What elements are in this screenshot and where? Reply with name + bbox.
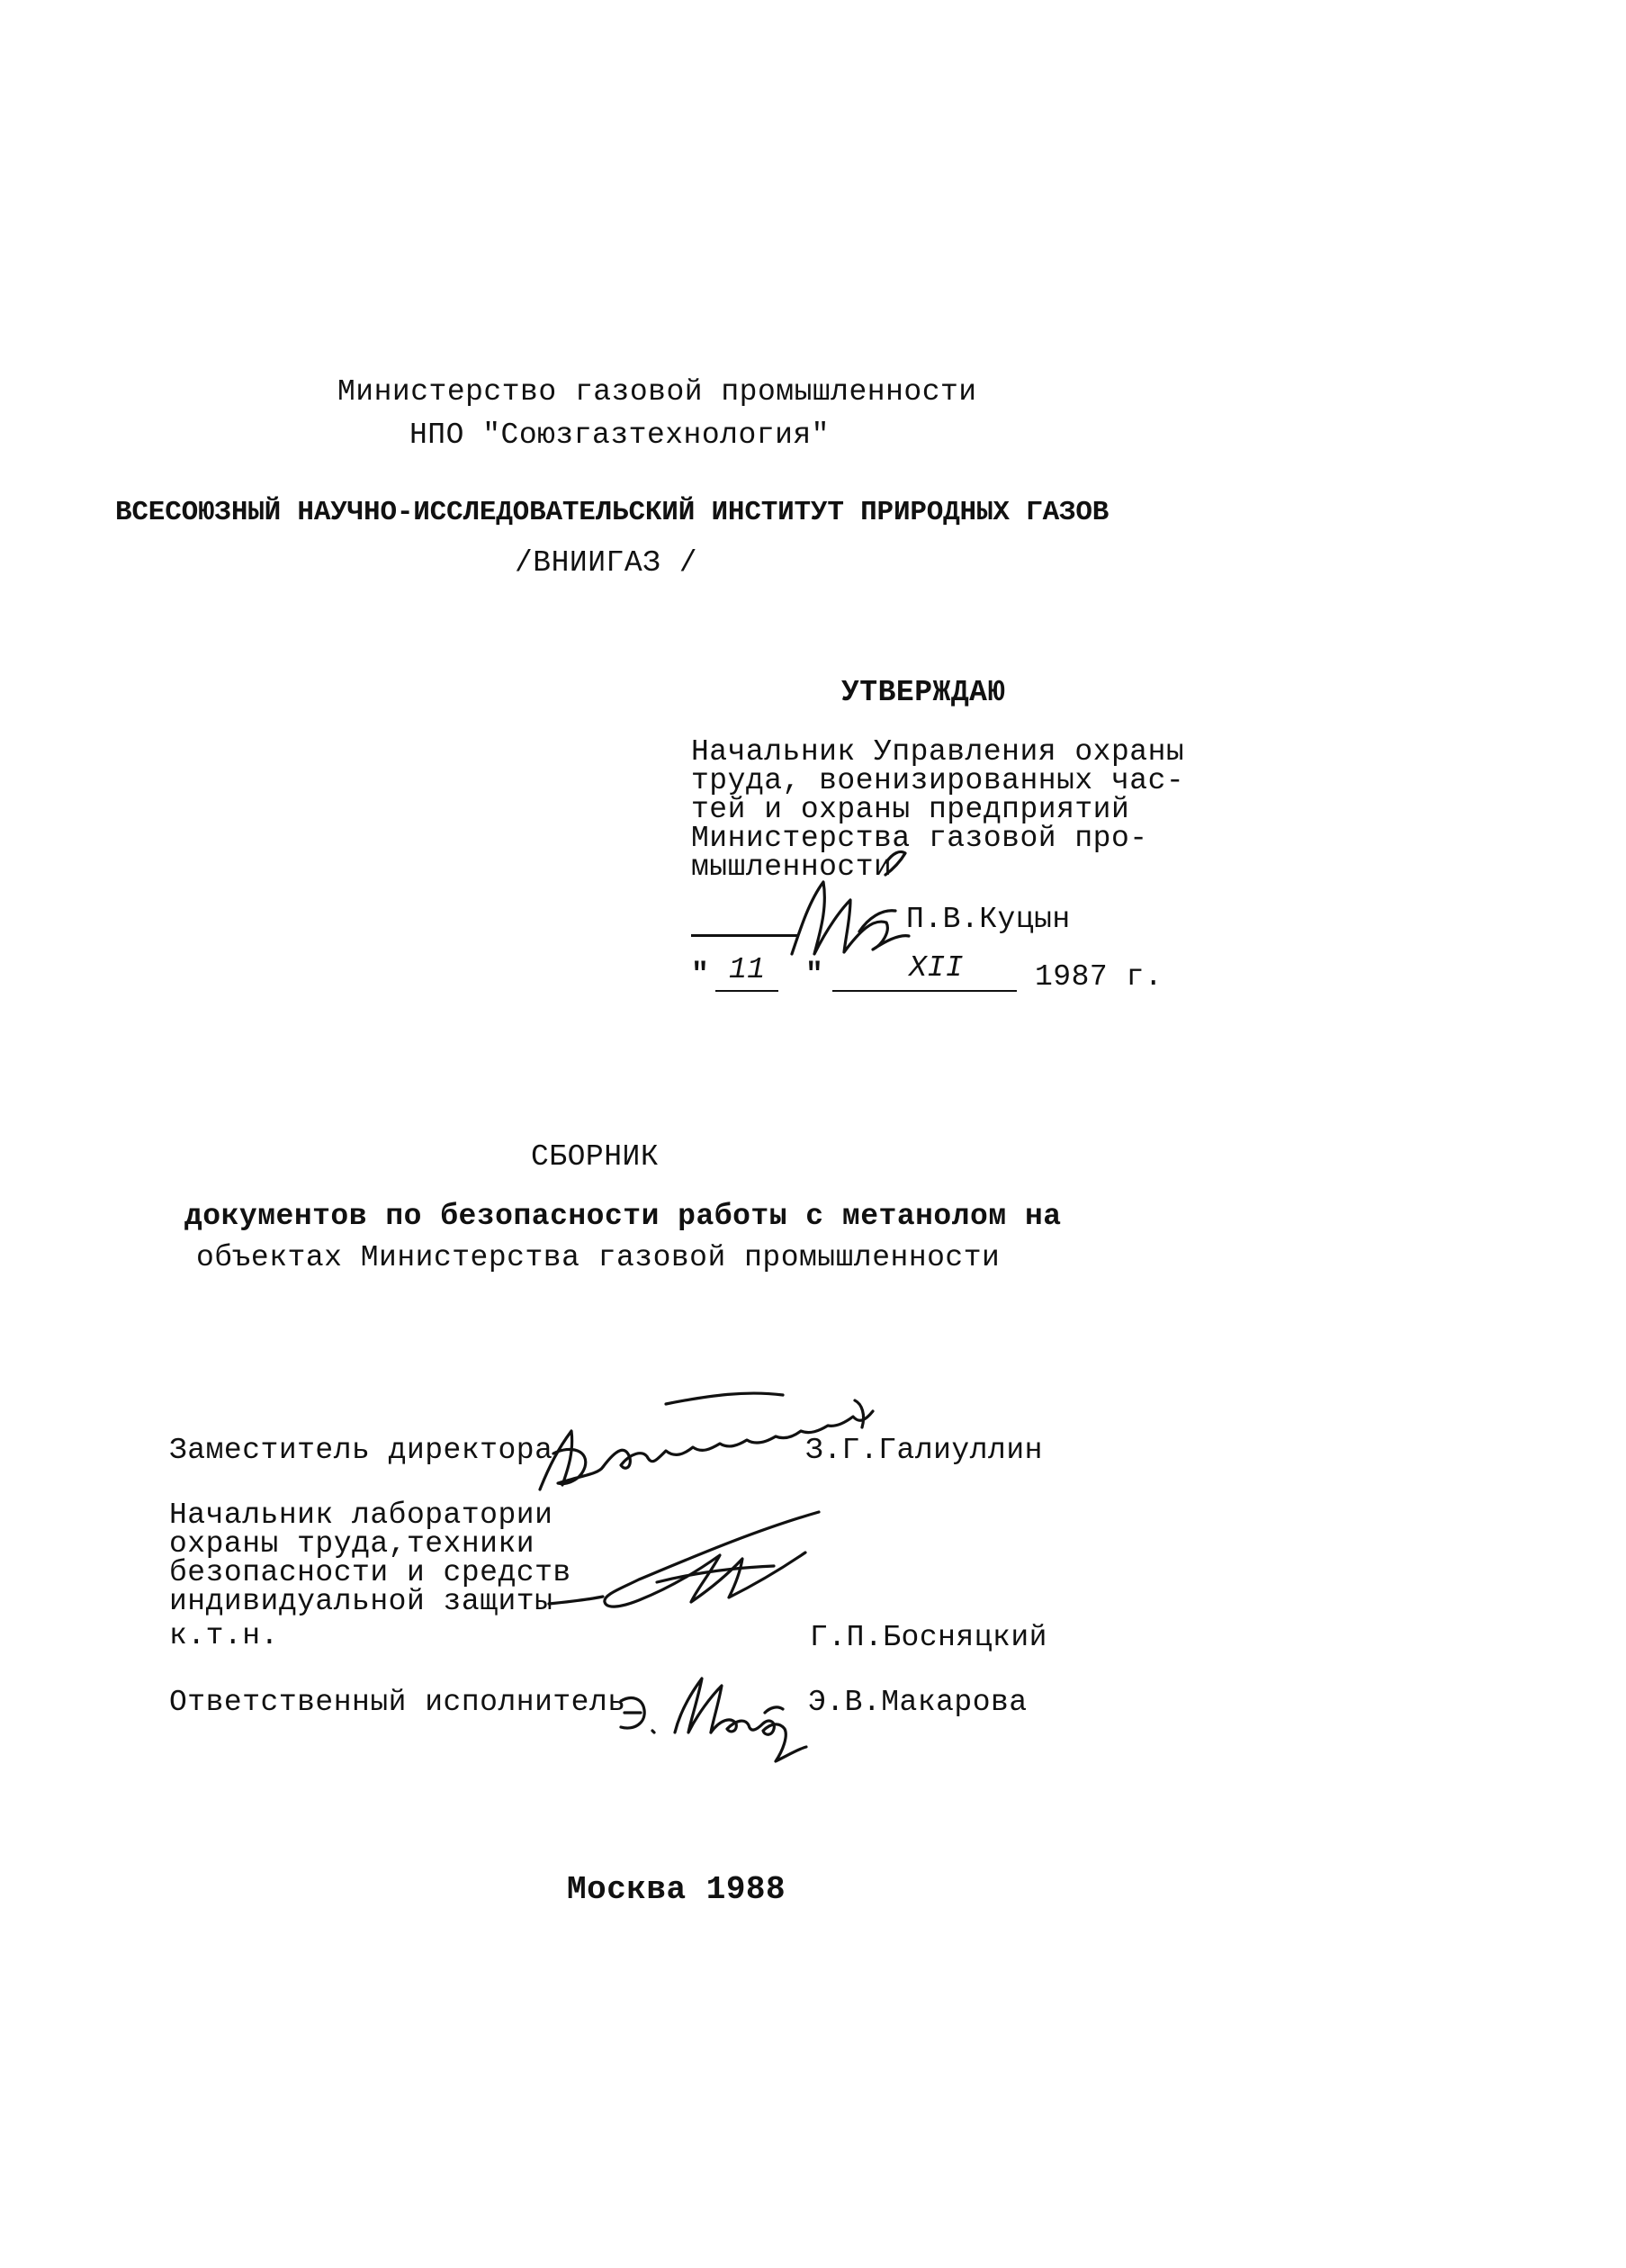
lab-head-position-line: охраны труда,техники (169, 1527, 535, 1561)
date-quote-close: " (805, 958, 824, 992)
approval-position-line: тей и охраны предприятий (691, 793, 1130, 826)
lab-head-signature (549, 1503, 837, 1629)
approver-signature (774, 846, 918, 981)
approval-position-line: Начальник Управления охраны (691, 735, 1185, 769)
institute-abbr: /ВНИИГАЗ / (515, 546, 698, 580)
lab-head-position-line: безопасности и средств (169, 1556, 571, 1589)
place-year: Москва 1988 (567, 1871, 786, 1908)
date-month-underline (832, 990, 1017, 992)
executor-name: Э.В.Макарова (808, 1686, 1028, 1719)
lab-head-position-line: индивидуальной защиты (169, 1585, 553, 1618)
deputy-director-position: Заместитель директора (169, 1434, 553, 1467)
lab-head-name: Г.П.Босняцкий (810, 1621, 1047, 1654)
approval-title: УТВЕРЖДАЮ (841, 676, 1006, 709)
date-day-underline (715, 990, 778, 992)
executor-signature (612, 1660, 819, 1768)
document-subtitle-line: документов по безопасности работы с метанолом на (184, 1200, 1062, 1233)
document-subtitle-line: объектах Министерства газовой промышленности (196, 1241, 1001, 1274)
deputy-director-name: З.Г.Галиуллин (805, 1434, 1043, 1467)
date-quote-open: " (691, 958, 710, 992)
institute-name: ВСЕСОЮЗНЫЙ НАУЧНО-ИССЛЕДОВАТЕЛЬСКИЙ ИНСТИТУТ ПРИРОДНЫХ ГАЗОВ (115, 497, 1109, 528)
date-month: XII (909, 951, 964, 985)
executor-position: Ответственный исполнитель (169, 1686, 626, 1719)
ministry-name: Министерство газовой промышленности (337, 375, 977, 409)
date-day: 11 (729, 953, 766, 986)
date-year: 1987 г. (1035, 960, 1163, 994)
lab-head-position-line: к.т.н. (169, 1619, 279, 1652)
npo-name: НПО "Союзгазтехнология" (409, 418, 830, 452)
approval-position-line: мышленности (691, 850, 893, 884)
approver-name: П.В.Куцын (906, 903, 1071, 936)
approval-position-line: Министерства газовой про- (691, 822, 1148, 855)
approval-position-line: труда, военизированных час- (691, 764, 1185, 797)
lab-head-position-line: Начальник лаборатории (169, 1498, 553, 1532)
document-title: СБОРНИК (531, 1140, 660, 1174)
